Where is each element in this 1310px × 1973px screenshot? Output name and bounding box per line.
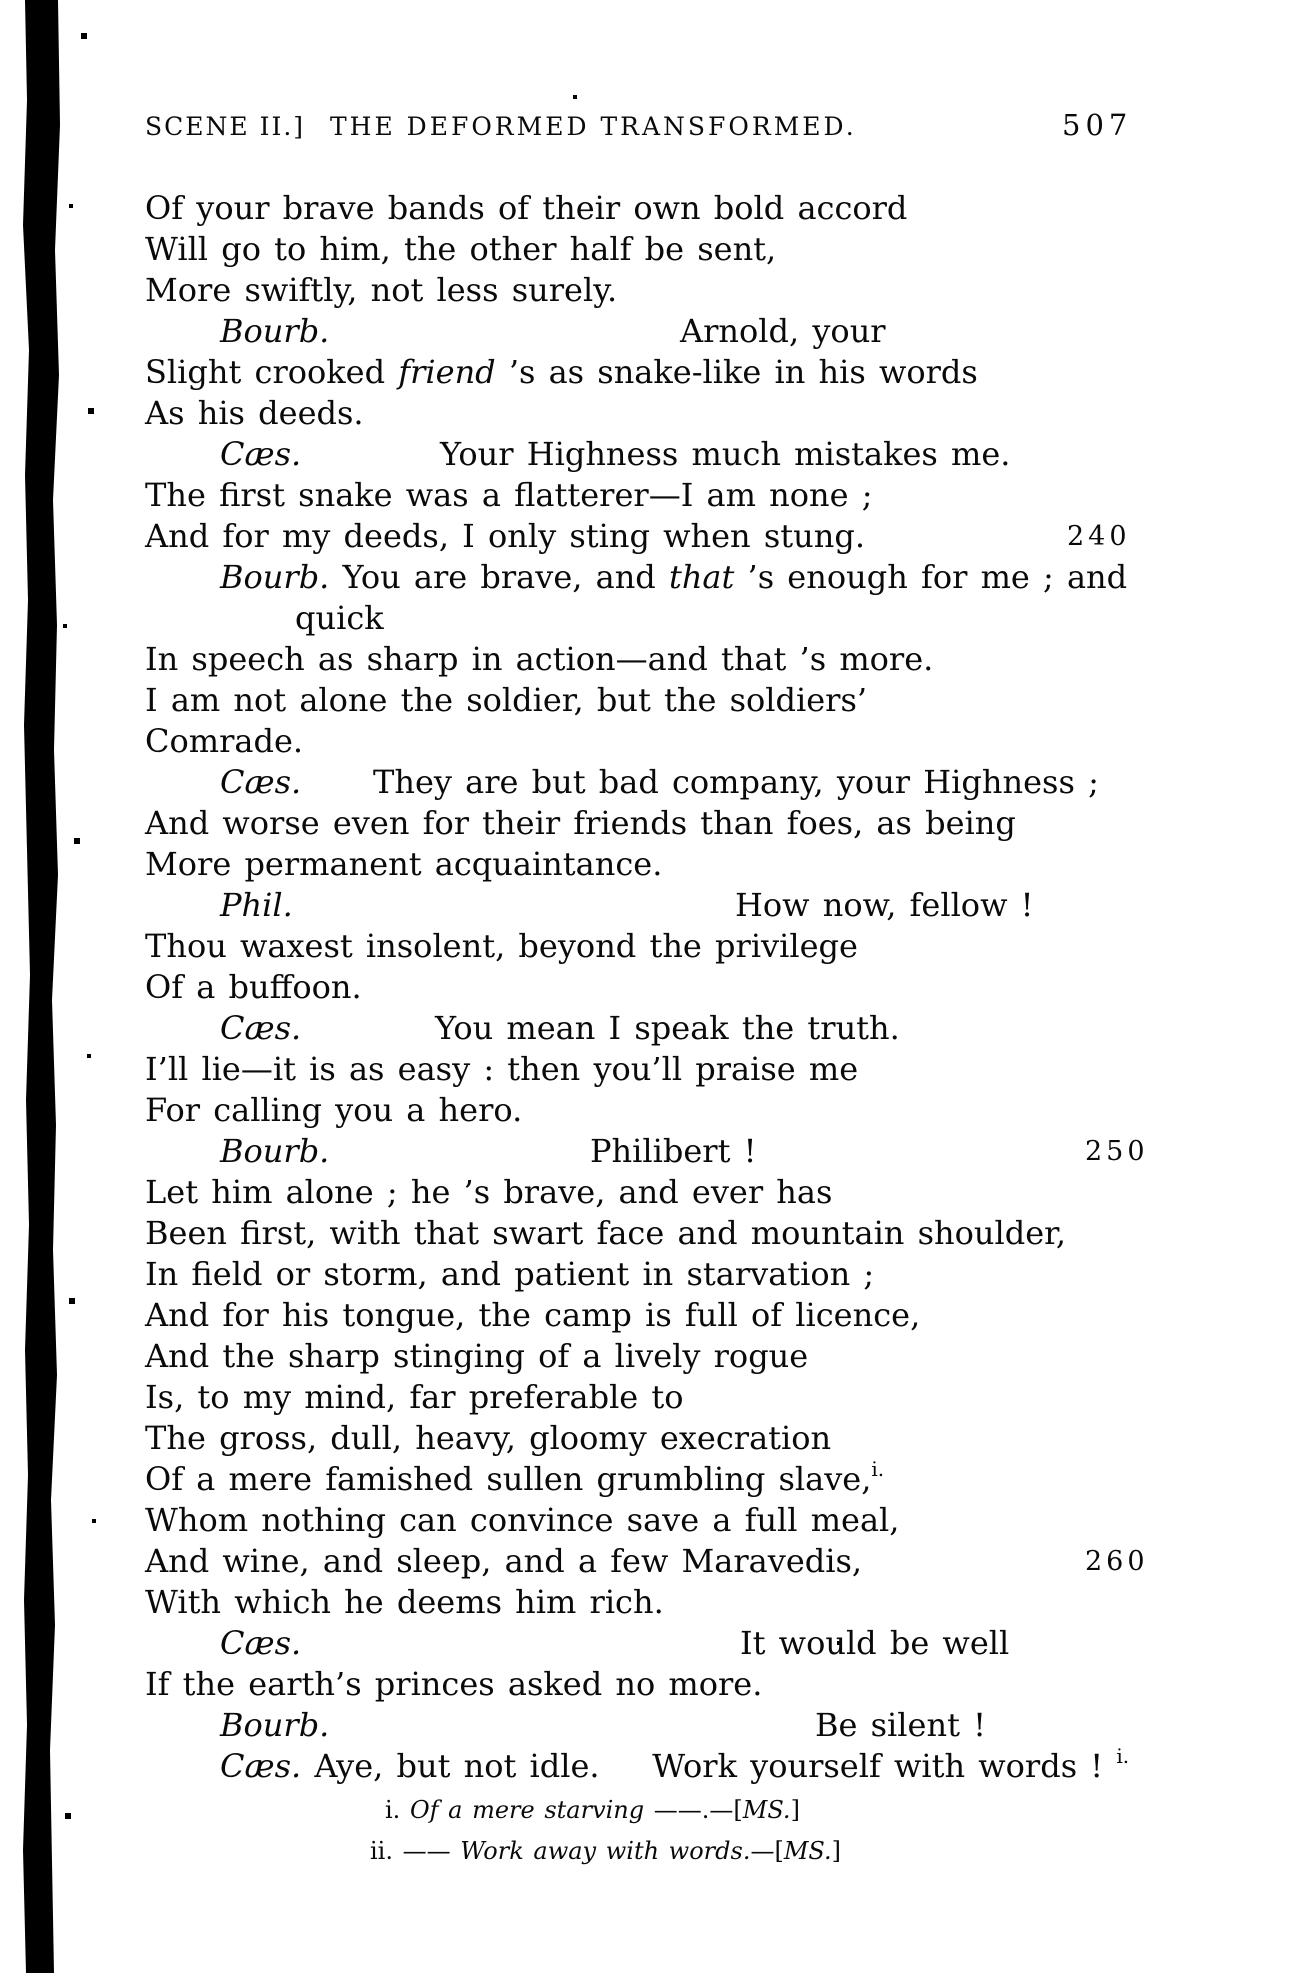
verse-line [145, 844, 1305, 885]
italic-text: Work away with words. [460, 1837, 751, 1865]
verse-line [145, 311, 1310, 352]
verse-line [145, 1336, 1305, 1377]
verse-text: ii. [370, 1837, 403, 1865]
verse-line [145, 721, 1305, 762]
verse-text: For calling you a hero. [145, 1091, 523, 1129]
verse-text: And for his tongue, the camp is full of licence, [145, 1296, 921, 1334]
header-running-title: THE DEFORMED TRANSFORMED. [330, 112, 857, 141]
italic-text: friend [398, 353, 496, 391]
speaker-label: Cæs. [220, 763, 302, 801]
verse-line [145, 229, 1305, 270]
speaker-label: Bourb. [220, 1132, 330, 1170]
verse-text: ——.—[ [653, 1796, 743, 1824]
verse-line [145, 1623, 1310, 1664]
verse-text: In speech as sharp in action—and that ’s more. [145, 640, 934, 678]
verse-text: Of a mere famished sullen grumbling slave, [145, 1460, 872, 1498]
verse-line [145, 1008, 1310, 1049]
footnote-line [145, 1832, 1310, 1873]
verse-line [145, 557, 1310, 598]
verse-line [145, 680, 1305, 721]
verse-line [145, 1172, 1305, 1213]
verse-line [145, 1254, 1305, 1295]
verse-text: It would be well [740, 1624, 1010, 1662]
verse-text: And wine, and sleep, and a few Maravedis, [145, 1542, 863, 1580]
verse-line [145, 1295, 1305, 1336]
verse-text: Thou waxest insolent, beyond the privilege [145, 927, 858, 965]
verse-text: More swiftly, not less surely. [145, 271, 618, 309]
line-number: 260 [1085, 1546, 1149, 1577]
verse-text: In field or storm, and patient in starvation ; [145, 1255, 875, 1293]
verse-text: ’s enough for me ; and [734, 558, 1128, 596]
speaker-label: Cæs. [220, 1624, 302, 1662]
verse-line [145, 188, 1305, 229]
verse-line [145, 1582, 1305, 1623]
line-number: 240 [1067, 521, 1131, 552]
verse-text: You are brave, and [329, 558, 669, 596]
verse-text: I’ll lie—it is as easy : then you’ll praise me [145, 1050, 859, 1088]
speaker-label: Cæs. [220, 1009, 302, 1047]
verse-line [145, 393, 1305, 434]
footnote-line [145, 1791, 1310, 1832]
scan-gutter-artifact [14, 0, 66, 1973]
verse-line [145, 1377, 1305, 1418]
verse-line [145, 598, 1310, 639]
verse-text: i. [385, 1796, 410, 1824]
verse-line [145, 1664, 1305, 1705]
verse-text: Aye, but not idle. Work yourself with words ! [301, 1747, 1117, 1785]
verse-text: Whom nothing can convince save a full meal, [145, 1501, 900, 1539]
italic-text: that [668, 558, 735, 596]
line-number: 250 [1085, 1136, 1149, 1167]
verse-line [145, 270, 1305, 311]
verse-line [145, 762, 1310, 803]
verse-text: More permanent acquaintance. [145, 845, 663, 883]
verse-line [145, 639, 1305, 680]
verse-text: Will go to him, the other half be sent, [145, 230, 777, 268]
speaker-label: Bourb. [220, 1706, 330, 1744]
verse-line [145, 1459, 1305, 1500]
verse-line [145, 1541, 1305, 1582]
verse-text: Philibert ! [590, 1132, 757, 1170]
verse-line [145, 1746, 1310, 1787]
verse-line [145, 475, 1305, 516]
verse-text: Arnold, your [680, 312, 886, 350]
verse-text: I am not alone the soldier, but the soldiers’ [145, 681, 868, 719]
verse-text: Been first, with that swart face and mountain shoulder, [145, 1214, 1067, 1252]
italic-text: MS. [783, 1837, 832, 1865]
verse-text: Be silent ! [815, 1706, 986, 1744]
verse-text: Is, to my mind, far preferable to [145, 1378, 684, 1416]
verse-text: ] [831, 1837, 841, 1865]
verse-text: quick [295, 599, 384, 637]
verse-line [145, 885, 1310, 926]
verse-text: ] [790, 1796, 800, 1824]
scan-noise-dots [0, 0, 2, 2]
verse-line [145, 352, 1305, 393]
speaker-label: Bourb. [220, 558, 330, 596]
verse-text: Of a buffoon. [145, 968, 362, 1006]
verse-line [145, 434, 1310, 475]
verse-text: And for my deeds, I only sting when stung. [145, 517, 865, 555]
verse-line [145, 1500, 1305, 1541]
italic-text: MS. [742, 1796, 791, 1824]
verse-text: —[ [750, 1837, 784, 1865]
speaker-label: Cæs. [220, 1747, 302, 1785]
verse-text: With which he deems him rich. [145, 1583, 664, 1621]
speaker-label: Bourb. [220, 312, 330, 350]
verse-line [145, 1213, 1305, 1254]
header-page-number: 507 [1062, 108, 1133, 142]
verse-line [145, 1418, 1305, 1459]
speaker-label: Phil. [220, 886, 293, 924]
verse-text: If the earth’s princes asked no more. [145, 1665, 763, 1703]
verse-line [145, 967, 1305, 1008]
verse-line [145, 1049, 1305, 1090]
verse-text: ’s as snake-like in his words [495, 353, 978, 391]
italic-text: Of a mere starving [409, 1796, 654, 1824]
verse-line [145, 1705, 1310, 1746]
verse-text: As his deeds. [145, 394, 364, 432]
verse-text: Comrade. [145, 722, 304, 760]
footnote-ref: i. [871, 1457, 885, 1482]
verse-line [145, 1131, 1310, 1172]
verse-text: They are but bad company, your Highness ; [373, 763, 1099, 801]
verse-text: And the sharp stinging of a lively rogue [145, 1337, 809, 1375]
verse-text: Slight crooked [145, 353, 399, 391]
verse-column [145, 188, 1305, 1788]
speaker-label: Cæs. [220, 435, 302, 473]
verse-line [145, 803, 1305, 844]
verse-text: Let him alone ; he ’s brave, and ever has [145, 1173, 833, 1211]
header-scene-label: SCENE II.] [145, 112, 306, 141]
verse-line [145, 1090, 1305, 1131]
verse-text: Of your brave bands of their own bold accord [145, 189, 908, 227]
verse-text: How now, fellow ! [735, 886, 1034, 924]
verse-text: Your Highness much mistakes me. [440, 435, 1011, 473]
verse-line [145, 926, 1305, 967]
verse-text: The gross, dull, heavy, gloomy execration [145, 1419, 832, 1457]
verse-text: —— [402, 1837, 461, 1865]
verse-line [145, 516, 1305, 557]
verse-text: The first snake was a flatterer—I am none ; [145, 476, 873, 514]
footnote-ref: i. [1116, 1744, 1130, 1769]
verse-text: And worse even for their friends than foes, as being [145, 804, 1016, 842]
verse-text: You mean I speak the truth. [435, 1009, 900, 1047]
